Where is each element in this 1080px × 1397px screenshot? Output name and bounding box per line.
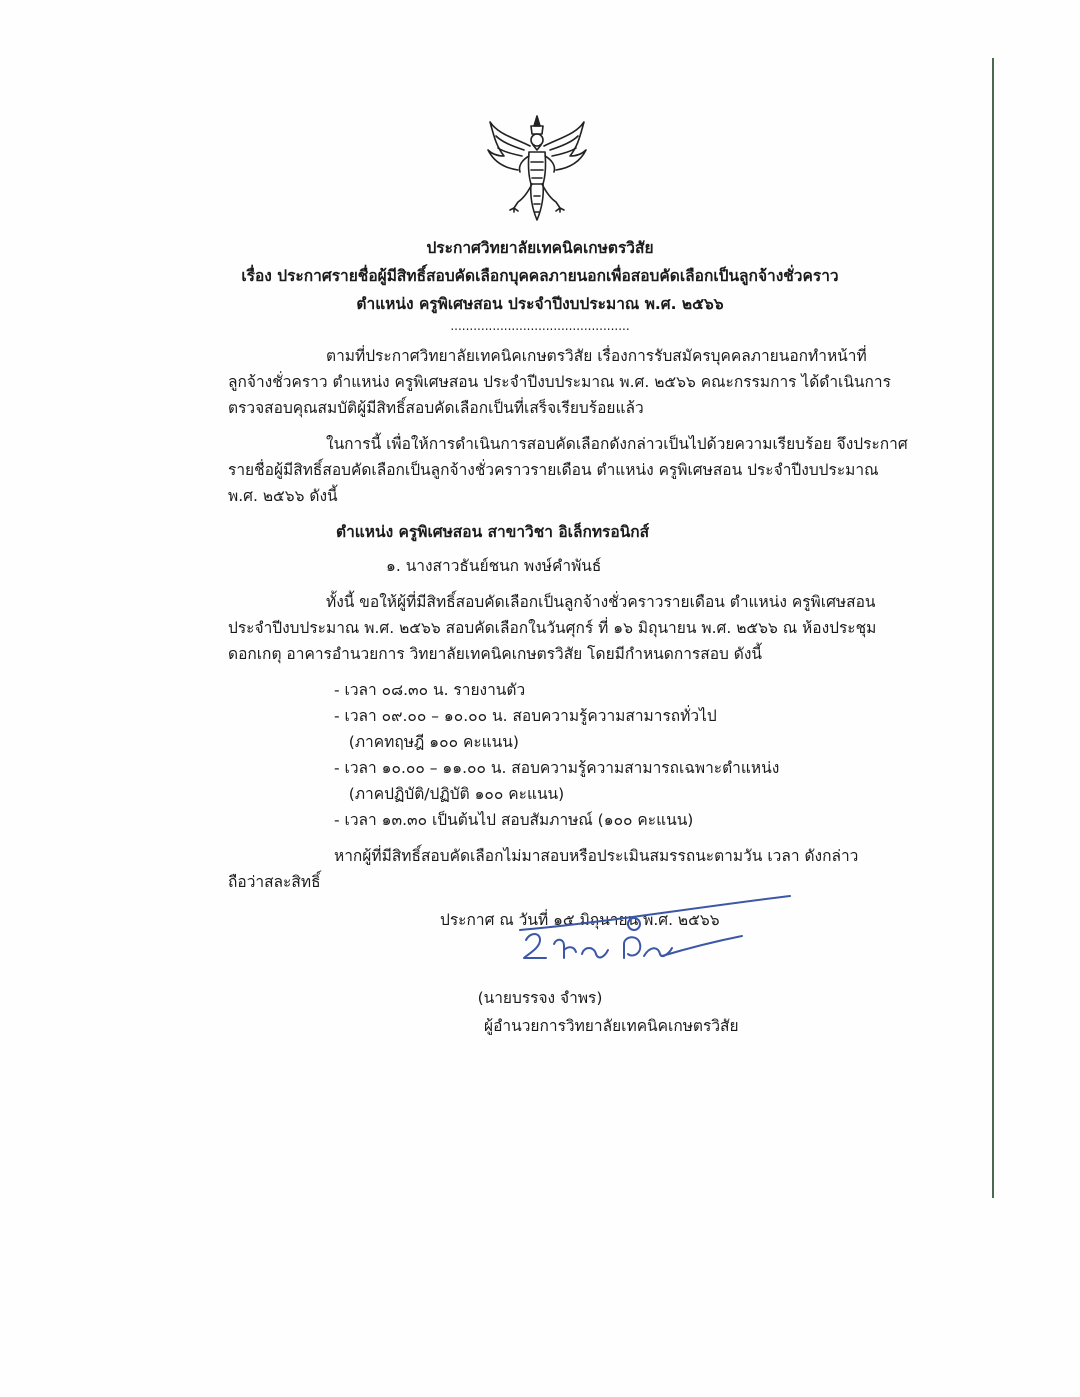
candidate-list-item: ๑. นางสาวธันย์ชนก พงษ์คำพันธ์	[386, 557, 602, 575]
paragraph-3-line-1: ทั้งนี้ ขอให้ผู้ที่มีสิทธิ์สอบคัดเลือกเป็นลูกจ้างชั่วคราวรายเดือน ตำแหน่ง ครูพิเศษสอน	[326, 593, 876, 611]
announcement-title: ประกาศวิทยาลัยเทคนิคเกษตรวิสัย	[426, 239, 654, 257]
position-heading: ตำแหน่ง ครูพิเศษสอน สาขาวิชา อิเล็กทรอนิกส์	[336, 523, 650, 541]
paragraph-1-line-2: ลูกจ้างชั่วคราว ตำแหน่ง ครูพิเศษสอน ประจำปีงบประมาณ พ.ศ. ๒๕๖๖ คณะกรรมการ ได้ดำเนินการ	[228, 373, 891, 391]
schedule-item: - เวลา ๐๙.๐๐ – ๑๐.๐๐ น. สอบความรู้ความสามารถทั่วไป	[334, 707, 717, 725]
garuda-emblem-icon	[484, 112, 590, 224]
paragraph-3-line-2: ประจำปีงบประมาณ พ.ศ. ๒๕๖๖ สอบคัดเลือกในวันศุกร์ ที่ ๑๖ มิถุนายน พ.ศ. ๒๕๖๖ ณ ห้องประชุม	[228, 619, 877, 637]
schedule-item: - เวลา ๑๓.๓๐ เป็นต้นไป สอบสัมภาษณ์ (๑๐๐ คะแนน)	[334, 811, 694, 829]
director-signature	[512, 884, 802, 974]
schedule-item-note: (ภาคปฏิบัติ/ปฏิบัติ ๑๐๐ คะแนน)	[334, 785, 565, 803]
subject-line-2: ตำแหน่ง ครูพิเศษสอน ประจำปีงบประมาณ พ.ศ. ๒๕๖๖	[356, 295, 724, 313]
paragraph-4-line-1: หากผู้ที่มีสิทธิ์สอบคัดเลือกไม่มาสอบหรือประเมินสมรรถนะตามวัน เวลา ดังกล่าว	[334, 847, 859, 865]
page-edge-line	[992, 58, 994, 1198]
title-separator: ...............................................	[450, 319, 630, 333]
signer-title: ผู้อำนวยการวิทยาลัยเทคนิคเกษตรวิสัย	[484, 1017, 739, 1035]
paragraph-1-line-3: ตรวจสอบคุณสมบัติผู้มีสิทธิ์สอบคัดเลือกเป็นที่เสร็จเรียบร้อยแล้ว	[228, 399, 644, 417]
announcement-date: ประกาศ ณ วันที่ ๑๕ มิถุนายน พ.ศ. ๒๕๖๖	[440, 911, 720, 929]
paragraph-2-line-3: พ.ศ. ๒๕๖๖ ดังนี้	[228, 487, 338, 505]
subject-line-1: เรื่อง ประกาศรายชื่อผู้มีสิทธิ์สอบคัดเลือกบุคคลภายนอกเพื่อสอบคัดเลือกเป็นลูกจ้างชั่วคราว	[241, 267, 839, 285]
schedule-item-note: (ภาคทฤษฎี ๑๐๐ คะแนน)	[334, 733, 519, 751]
paragraph-1-line-1: ตามที่ประกาศวิทยาลัยเทคนิคเกษตรวิสัย เรื่องการรับสมัครบุคคลภายนอกทำหน้าที่	[326, 347, 867, 365]
signer-name: (นายบรรจง จำพร)	[477, 989, 603, 1007]
paragraph-2-line-1: ในการนี้ เพื่อให้การดำเนินการสอบคัดเลือกดังกล่าวเป็นไปด้วยความเรียบร้อย จึงประกาศ	[326, 435, 908, 453]
schedule-item: - เวลา ๑๐.๐๐ – ๑๑.๐๐ น. สอบความรู้ความสามารถเฉพาะตำแหน่ง	[334, 759, 780, 777]
paragraph-4-line-2: ถือว่าสละสิทธิ์	[228, 873, 321, 891]
paragraph-2-line-2: รายชื่อผู้มีสิทธิ์สอบคัดเลือกเป็นลูกจ้างชั่วคราวรายเดือน ตำแหน่ง ครูพิเศษสอน ประจำปีงบประมาณ	[228, 461, 879, 479]
schedule-item: - เวลา ๐๘.๓๐ น. รายงานตัว	[334, 681, 526, 699]
paragraph-3-line-3: ดอกเกตุ อาคารอำนวยการ วิทยาลัยเทคนิคเกษตรวิสัย โดยมีกำหนดการสอบ ดังนี้	[228, 645, 763, 663]
